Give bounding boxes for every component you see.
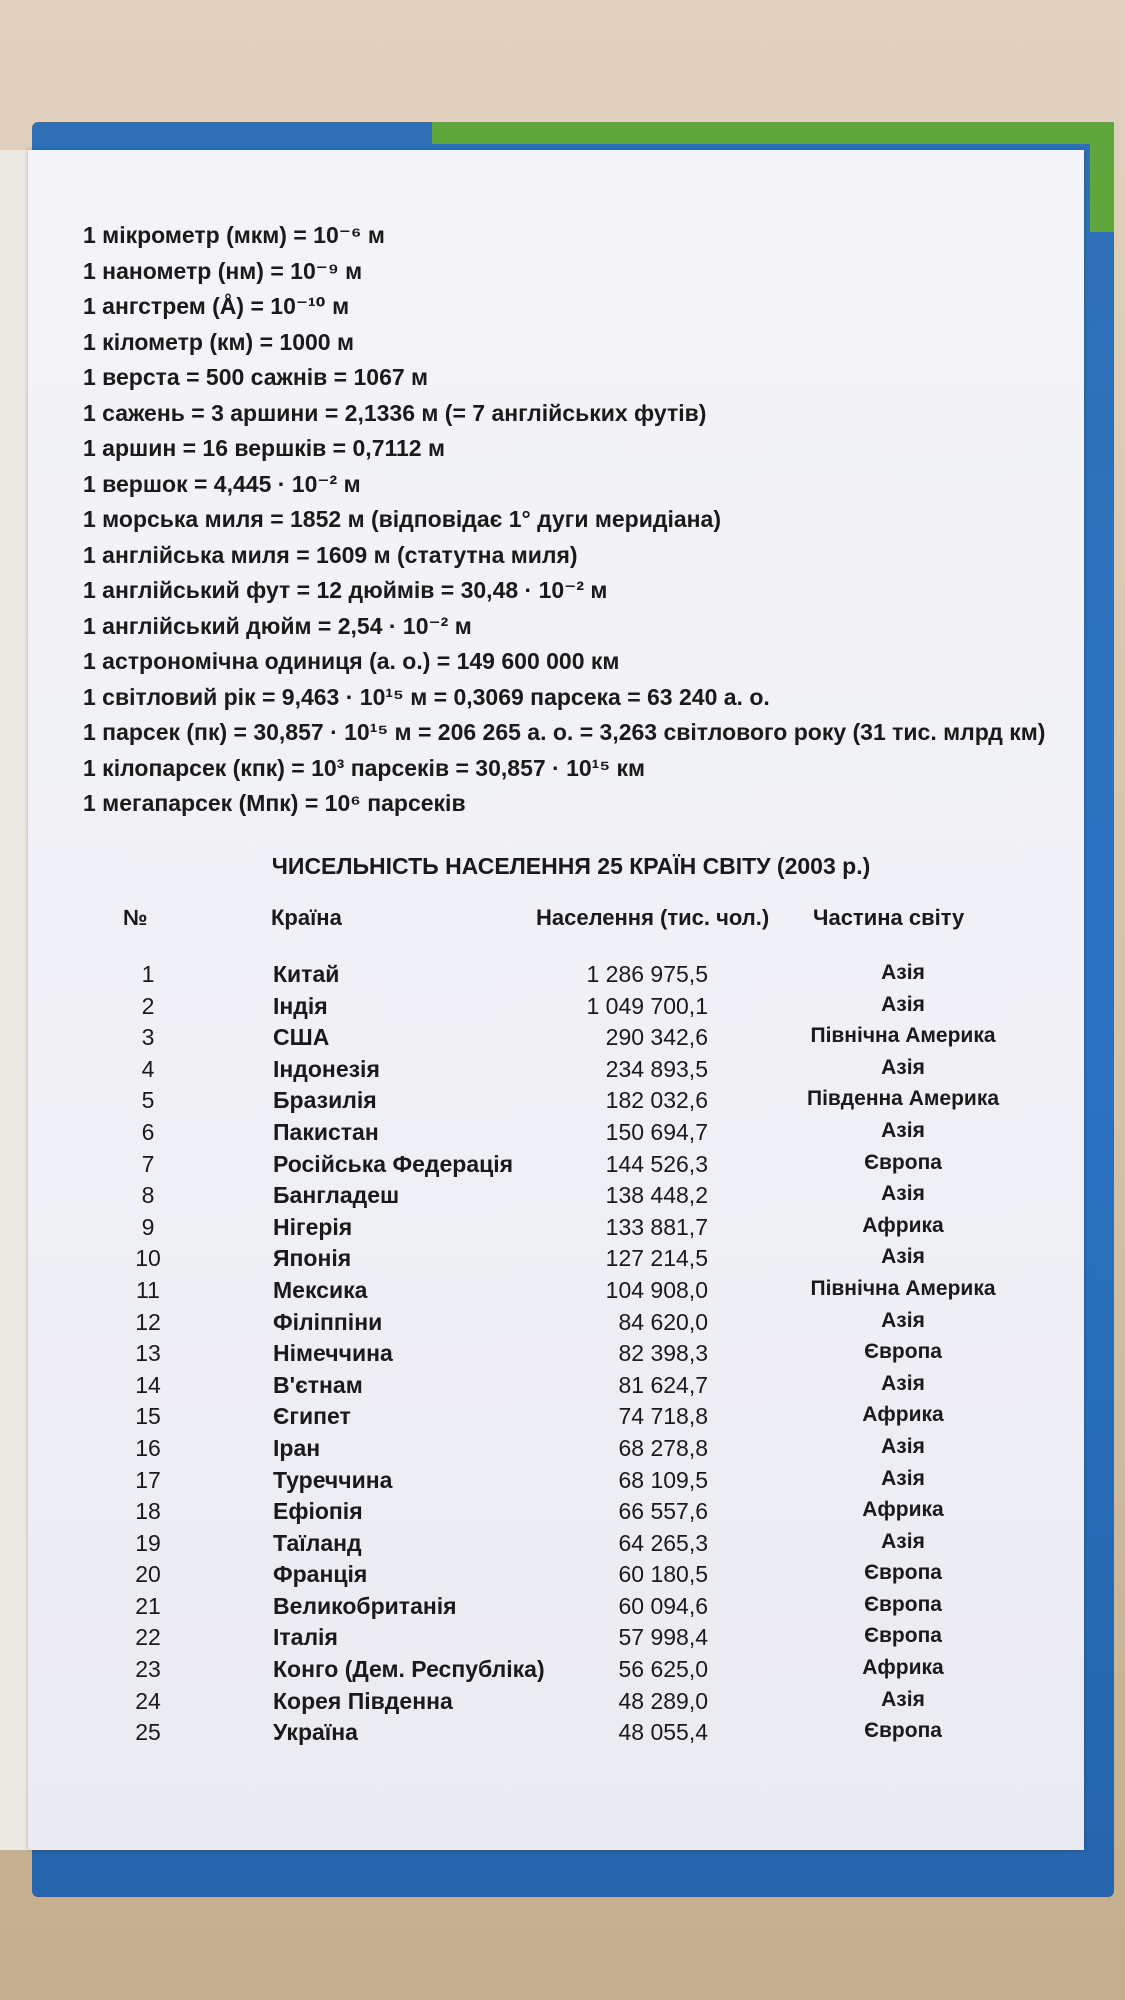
row-country: Таїланд [273, 1529, 362, 1556]
row-number: 12 [135, 1308, 161, 1335]
table-row [28, 1435, 1084, 1467]
row-population: 234 893,5 [605, 1055, 708, 1082]
table-row [28, 1624, 1084, 1656]
row-part-of-world: Європа [864, 1719, 942, 1743]
row-part-of-world: Азія [881, 1434, 925, 1458]
row-number: 1 [141, 961, 155, 987]
row-population: 138 448,2 [605, 1182, 708, 1209]
row-number: 16 [135, 1434, 161, 1461]
unit-line: 1 сажень = 3 аршини = 2,1336 м (= 7 англійських футів) [83, 399, 707, 426]
cover-green-stripe-top [432, 122, 1114, 144]
row-number: 8 [141, 1182, 155, 1209]
row-number: 5 [141, 1087, 155, 1114]
row-part-of-world: Азія [881, 1687, 925, 1711]
table-row [28, 1498, 1084, 1530]
row-number: 18 [135, 1498, 161, 1525]
row-number: 2 [141, 992, 155, 1019]
header-number: № [123, 905, 148, 930]
table-row [28, 1151, 1084, 1183]
row-part-of-world: Північна Америка [810, 1024, 996, 1048]
row-population: 144 526,3 [605, 1150, 708, 1177]
row-country: Пакистан [273, 1118, 379, 1145]
row-number: 15 [135, 1403, 161, 1430]
row-part-of-world: Азія [881, 961, 925, 984]
row-population: 60 094,6 [618, 1592, 708, 1619]
unit-line: 1 англійська миля = 1609 м (статутна миля) [83, 541, 578, 568]
row-number: 14 [135, 1371, 161, 1398]
row-country: Єгипет [273, 1403, 351, 1430]
row-part-of-world: Європа [864, 1340, 942, 1364]
row-number: 13 [135, 1340, 161, 1367]
row-country: Мексика [273, 1276, 368, 1303]
row-number: 3 [141, 1024, 155, 1051]
unit-line: 1 мегапарсек (Мпк) = 10⁶ парсеків [83, 790, 466, 816]
table-row [28, 1656, 1084, 1688]
row-population: 1 286 975,5 [586, 961, 708, 987]
row-population: 290 342,6 [605, 1024, 708, 1051]
row-part-of-world: Африка [862, 1213, 944, 1237]
unit-conversions-list [83, 218, 1063, 822]
unit-line: 1 морська миля = 1852 м (відповідає 1° дуги меридіана) [83, 506, 721, 532]
row-number: 21 [135, 1592, 161, 1619]
row-population: 133 881,7 [605, 1213, 708, 1240]
row-country: Україна [273, 1719, 358, 1746]
table-row [28, 1309, 1084, 1341]
unit-line: 1 вершок = 4,445 · 10⁻² м [83, 470, 361, 497]
row-population: 84 620,0 [618, 1308, 708, 1335]
table-row [28, 1087, 1084, 1119]
row-population: 66 557,6 [618, 1498, 708, 1525]
unit-line: 1 кілометр (км) = 1000 м [83, 328, 354, 355]
row-country: Китай [273, 961, 340, 987]
table-row [28, 1214, 1084, 1246]
row-country: Ефіопія [273, 1498, 363, 1525]
table-row [28, 1688, 1084, 1720]
row-part-of-world: Азія [881, 1055, 925, 1079]
row-country: Італія [273, 1624, 338, 1651]
book-page [28, 150, 1084, 1850]
row-country: Корея Південна [273, 1687, 453, 1714]
row-country: США [273, 1024, 330, 1051]
header-part-of-world: Частина світу [813, 905, 965, 930]
table-row [28, 1340, 1084, 1372]
table-row [28, 1403, 1084, 1435]
row-number: 20 [135, 1561, 161, 1588]
unit-line: 1 верста = 500 сажнів = 1067 м [83, 364, 429, 390]
row-country: Нігерія [273, 1213, 353, 1240]
row-number: 17 [135, 1466, 161, 1493]
row-population: 182 032,6 [605, 1087, 708, 1114]
table-row [28, 1593, 1084, 1625]
row-population: 150 694,7 [605, 1118, 708, 1145]
row-part-of-world: Азія [881, 1182, 925, 1206]
row-country: Індія [273, 992, 328, 1019]
row-number: 25 [135, 1719, 161, 1746]
row-part-of-world: Азія [881, 992, 925, 1016]
unit-line: 1 парсек (пк) = 30,857 · 10¹⁵ м = 206 265 а. о. = 3,263 світлового року (31 тис. млрд км) [83, 719, 1046, 745]
row-country: Німеччина [273, 1340, 393, 1367]
unit-line: 1 нанометр (нм) = 10⁻⁹ м [83, 257, 363, 284]
row-population: 56 625,0 [618, 1656, 708, 1683]
table-title: ЧИСЕЛЬНІСТЬ НАСЕЛЕННЯ 25 КРАЇН СВІТУ (2003 р.) [271, 853, 871, 879]
table-row [28, 1024, 1084, 1056]
row-population: 82 398,3 [618, 1340, 708, 1367]
row-country: Великобританія [273, 1592, 457, 1619]
row-population: 48 289,0 [618, 1687, 708, 1714]
unit-line: 1 світловий рік = 9,463 · 10¹⁵ м = 0,3069 парсека = 63 240 а. о. [83, 683, 770, 710]
row-country: Бразилія [273, 1087, 377, 1114]
row-population: 1 049 700,1 [586, 992, 708, 1019]
row-number: 24 [135, 1687, 161, 1714]
row-country: Конго (Дем. Республіка) [273, 1656, 545, 1683]
row-country: Туреччина [273, 1466, 393, 1493]
row-population: 57 998,4 [618, 1624, 708, 1651]
unit-line: 1 кілопарсек (кпк) = 10³ парсеків = 30,857 · 10¹⁵ км [83, 754, 646, 781]
row-number: 7 [141, 1150, 155, 1177]
row-part-of-world: Азія [881, 1529, 925, 1553]
row-population: 60 180,5 [618, 1561, 708, 1588]
row-country: Російська Федерація [273, 1150, 514, 1177]
row-number: 9 [141, 1213, 155, 1240]
unit-line: 1 ангстрем (Å) = 10⁻¹⁰ м [83, 293, 350, 319]
row-number: 4 [141, 1055, 155, 1082]
row-number: 22 [135, 1624, 161, 1651]
row-country: Іран [273, 1434, 321, 1461]
row-part-of-world: Африка [862, 1498, 944, 1522]
table-row [28, 993, 1084, 1025]
row-population: 104 908,0 [605, 1276, 708, 1303]
row-part-of-world: Азія [881, 1118, 925, 1142]
row-population: 48 055,4 [618, 1719, 708, 1746]
table-row [28, 1182, 1084, 1214]
unit-line: 1 аршин = 16 вершків = 0,7112 м [83, 435, 445, 461]
table-header [28, 905, 1084, 939]
row-number: 19 [135, 1529, 161, 1556]
row-part-of-world: Європа [864, 1592, 942, 1616]
unit-line: 1 астрономічна одиниця (а. о.) = 149 600 000 км [83, 648, 620, 674]
unit-line: 1 англійський дюйм = 2,54 · 10⁻² м [83, 612, 472, 639]
row-part-of-world: Південна Америка [806, 1087, 1000, 1111]
row-country: Японія [273, 1245, 352, 1272]
row-number: 6 [141, 1118, 155, 1145]
row-part-of-world: Європа [864, 1150, 942, 1174]
row-population: 64 265,3 [618, 1529, 708, 1556]
row-country: Філіппіни [273, 1308, 383, 1335]
row-country: Індонезія [273, 1055, 380, 1082]
header-population: Населення (тис. чол.) [536, 905, 770, 930]
row-population: 127 214,5 [605, 1245, 708, 1272]
row-part-of-world: Африка [862, 1403, 944, 1427]
row-country: Франція [273, 1561, 368, 1588]
row-population: 68 109,5 [618, 1466, 708, 1493]
table-row [28, 1277, 1084, 1309]
table-row [28, 1245, 1084, 1277]
row-number: 11 [136, 1276, 160, 1303]
cover-green-stripe-right [1090, 122, 1114, 232]
table-row [28, 1467, 1084, 1499]
unit-line: 1 мікрометр (мкм) = 10⁻⁶ м [83, 222, 385, 248]
table-row [28, 1561, 1084, 1593]
row-population: 81 624,7 [618, 1371, 708, 1398]
row-country: В'єтнам [273, 1371, 363, 1398]
row-country: Бангладеш [273, 1182, 400, 1209]
row-part-of-world: Північна Америка [810, 1276, 996, 1300]
table-row [28, 1719, 1084, 1751]
row-population: 68 278,8 [618, 1434, 708, 1461]
population-table-body [28, 961, 1084, 1751]
row-part-of-world: Європа [864, 1561, 942, 1585]
table-row [28, 1530, 1084, 1562]
row-population: 74 718,8 [618, 1403, 708, 1430]
row-part-of-world: Африка [862, 1656, 944, 1680]
table-row [28, 1372, 1084, 1404]
row-part-of-world: Азія [881, 1466, 925, 1490]
row-part-of-world: Європа [864, 1624, 942, 1648]
row-number: 23 [135, 1656, 161, 1683]
row-number: 10 [135, 1245, 161, 1272]
table-row [28, 1056, 1084, 1088]
row-part-of-world: Азія [881, 1308, 925, 1332]
table-row [28, 1119, 1084, 1151]
table-row [28, 961, 1084, 993]
header-country: Країна [271, 905, 342, 930]
unit-line: 1 англійський фут = 12 дюймів = 30,48 · 10⁻² м [83, 577, 608, 603]
row-part-of-world: Азія [881, 1371, 925, 1395]
row-part-of-world: Азія [881, 1245, 925, 1269]
